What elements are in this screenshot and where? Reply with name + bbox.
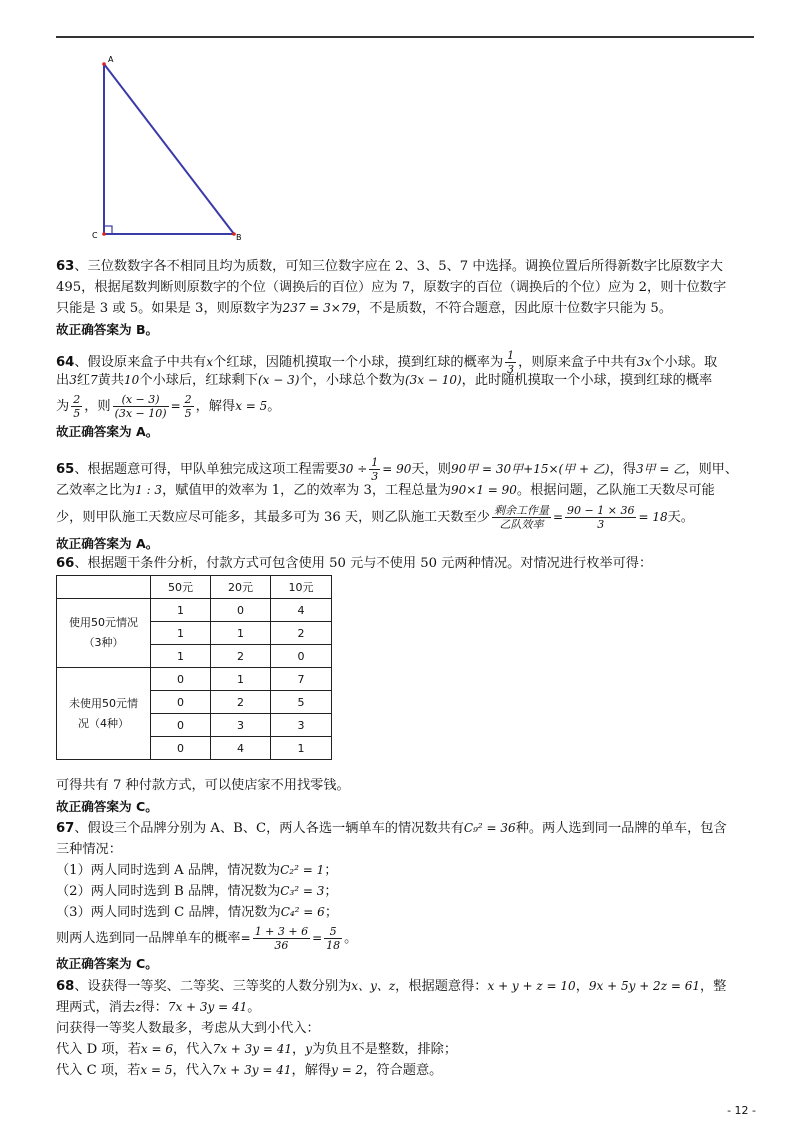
- label-c: C: [92, 231, 98, 240]
- math: C₉² = 36: [463, 821, 516, 835]
- table-row: [57, 668, 332, 691]
- text: 495，根据尾数判断则原数字的个位（调换后的百位）应为 7，原数字的百位（调换后的个位）应为 2，则十位数字: [56, 280, 727, 295]
- table-cell: 2: [211, 691, 271, 714]
- table-header-cell: [57, 576, 151, 599]
- table-header-cell: 20元: [211, 576, 271, 599]
- label-b: B: [236, 233, 242, 242]
- label-a: A: [108, 55, 114, 64]
- question-number: 64: [56, 355, 75, 370]
- math: (3x − 10): [404, 373, 462, 387]
- math: (x − 3): [258, 373, 300, 387]
- table-cell: 0: [211, 599, 271, 622]
- answer-line: 故正确答案为 A。: [56, 536, 159, 551]
- fraction: $\frac{1}{3}$: [507, 349, 515, 376]
- group-label-use-50: 使用50元情况 （3种）: [57, 599, 151, 668]
- table-cell: 3: [211, 714, 271, 737]
- table-row: [57, 599, 332, 622]
- fraction: $\frac{1}{3}$: [371, 456, 379, 483]
- question-65: 65、根据题意可得，甲队单独完成这项工程需要30 ÷ $\frac{1}{3}$ = 90天，则90甲 = 30甲+15×(甲 + 乙)，得3甲 = 乙，则甲、 乙效率之比为1 : 3，赋值甲的效率为 1，乙的效率为 3，工程总量为90×1 = 90。根据问题，乙队施工天数尽可能 少，则甲队施工天数应尽可能多，其最多可为 36 天，则乙队施工天数至少 $\frac{\text{剩余工作量}}{\text{乙队效率}}$ = $\frac{90 - 1 \times 36}{3}$ = 18天。 故正确答案为 A。: [56, 456, 760, 554]
- math: 3x: [636, 355, 652, 369]
- table-cell: 3: [271, 714, 332, 737]
- fraction: $\frac{2}{5}$: [73, 393, 81, 420]
- table-cell: 0: [151, 714, 211, 737]
- answer-line: 故正确答案为 A。: [56, 424, 159, 439]
- question-number: 68: [56, 979, 75, 994]
- fraction: $\frac{90 - 1 \times 36}{3}$: [567, 504, 635, 531]
- text: 只能是 3 或 5。如果是 3，则原数字为: [56, 301, 283, 316]
- math: 3: [69, 373, 77, 387]
- question-64: 64、假设原来盒子中共有x个红球，因随机摸取一个小球，摸到红球的概率为 $\frac{1}{3}$ ，则原来盒子中共有3x个小球。取 出3红7黄共10个小球后，红球剩下(x − 3)个，小球总个数为(3x − 10)，此时随机摸取一个小球，摸到红球的概率 为 $\frac{2}{5}$ ，则 $\frac{(x - 3)}{(3x - 10)}$ = $\frac{2}{5}$ ，解得x = 5。 故正确答案为 A。: [56, 349, 760, 442]
- answer-line: 故正确答案为 C。: [56, 799, 158, 814]
- fraction: $\frac{(x - 3)}{(3x - 10)}$: [114, 393, 167, 420]
- table-cell: 1: [271, 737, 332, 760]
- text: 个小球。取: [651, 355, 718, 370]
- question-66-intro: 66、根据题干条件分析，付款方式可包含使用 50 元与不使用 50 元两种情况。对情况进行枚举可得：: [56, 556, 653, 571]
- table-cell: 1: [211, 668, 271, 691]
- math: x: [206, 355, 214, 369]
- table-cell: 2: [271, 622, 332, 645]
- table-cell: 2: [211, 645, 271, 668]
- question-66-conclusion: 可得共有 7 种付款方式，可以使店家不用找零钱。 故正确答案为 C。: [56, 775, 760, 817]
- table-cell: 1: [151, 622, 211, 645]
- fraction: $\frac{1 + 3 + 6}{36}$: [254, 925, 309, 952]
- question-67: 67、假设三个品牌分别为 A、B、C，两人各选一辆单车的情况数共有C₉² = 36种。两人选到同一品牌的单车，包含 三种情况： （1）两人同时选到 A 品牌，情况数为C₂² = 1； （2）两人同时选到 B 品牌，情况数为C₃² = 3； （3）两人同时选到 C 品牌，情况数为C₄² = 6； 则两人选到同一品牌单车的概率= $\frac{1 + 3 + 6}{36}$ = $\frac{5}{18}$ 。 故正确答案为 C。: [56, 818, 760, 974]
- answer-line: 故正确答案为 C。: [56, 956, 158, 971]
- table-cell: 4: [211, 737, 271, 760]
- point-c: [102, 232, 106, 236]
- table-cell: 4: [271, 599, 332, 622]
- math: 10: [124, 373, 140, 387]
- table-cell: 7: [271, 668, 332, 691]
- table-cell: 1: [211, 622, 271, 645]
- table-cell: 1: [151, 599, 211, 622]
- question-number: 67: [56, 821, 75, 836]
- table-cell: 0: [151, 668, 211, 691]
- text: 、假设原来盒子中共有: [74, 355, 207, 370]
- table-cell: 5: [271, 691, 332, 714]
- fraction: $\frac{5}{18}$: [326, 925, 341, 952]
- table-cell: 0: [151, 691, 211, 714]
- table-cell: 0: [271, 645, 332, 668]
- payment-table: [56, 575, 332, 760]
- group-label-no-50: 未使用50元情 况（4种）: [57, 668, 151, 760]
- question-63: [56, 256, 760, 340]
- fraction: $\frac{2}{5}$: [184, 393, 192, 420]
- fraction: $\frac{\text{剩余工作量}}{\text{乙队效率}}$: [493, 504, 549, 531]
- question-68: 68、设获得一等奖、二等奖、三等奖的人数分别为x、y、z，根据题意得：x + y + z = 10，9x + 5y + 2z = 61，整 理两式，消去z得：7x + 3y = 41。 问获得一等奖人数最多，考虑从大到小代入： 代入 D 项，若x = 6，代入7x + 3y = 41，y为负且不是整数，排除； 代入 C 项，若x = 5，代入7x + 3y = 41，解得y = 2，符合题意。: [56, 979, 727, 1078]
- table-cell: 0: [151, 737, 211, 760]
- math: 7: [90, 373, 98, 387]
- table-header-cell: 10元: [271, 576, 332, 599]
- page-number: - 12 -: [727, 1104, 756, 1117]
- text: 、三位数数字各不相同且均为质数，可知三位数字应在 2、3、5、7 中选择。调换位置后所得新数字比原数字大: [74, 259, 723, 274]
- triangle-side-ab: [104, 64, 234, 234]
- question-number: 65: [56, 462, 75, 477]
- text: 个红球，因随机摸取一个小球，摸到红球的概率为: [213, 355, 504, 370]
- text: ，则原来盒子中共有: [518, 355, 637, 370]
- table-cell: 1: [151, 645, 211, 668]
- point-a: [102, 62, 106, 66]
- header-rule: [56, 36, 754, 38]
- question-number: 63: [56, 259, 75, 274]
- answer-line: 故正确答案为 B。: [56, 322, 159, 337]
- text: ，不是质数，不符合题意，因此原十位数字只能为 5。: [356, 301, 673, 316]
- table-header-row: [57, 576, 332, 599]
- math: 237 = 3×79: [282, 301, 357, 315]
- table-header-cell: 50元: [151, 576, 211, 599]
- math: x = 5: [235, 399, 268, 413]
- question-number: 66: [56, 556, 75, 571]
- triangle-figure: [88, 50, 258, 250]
